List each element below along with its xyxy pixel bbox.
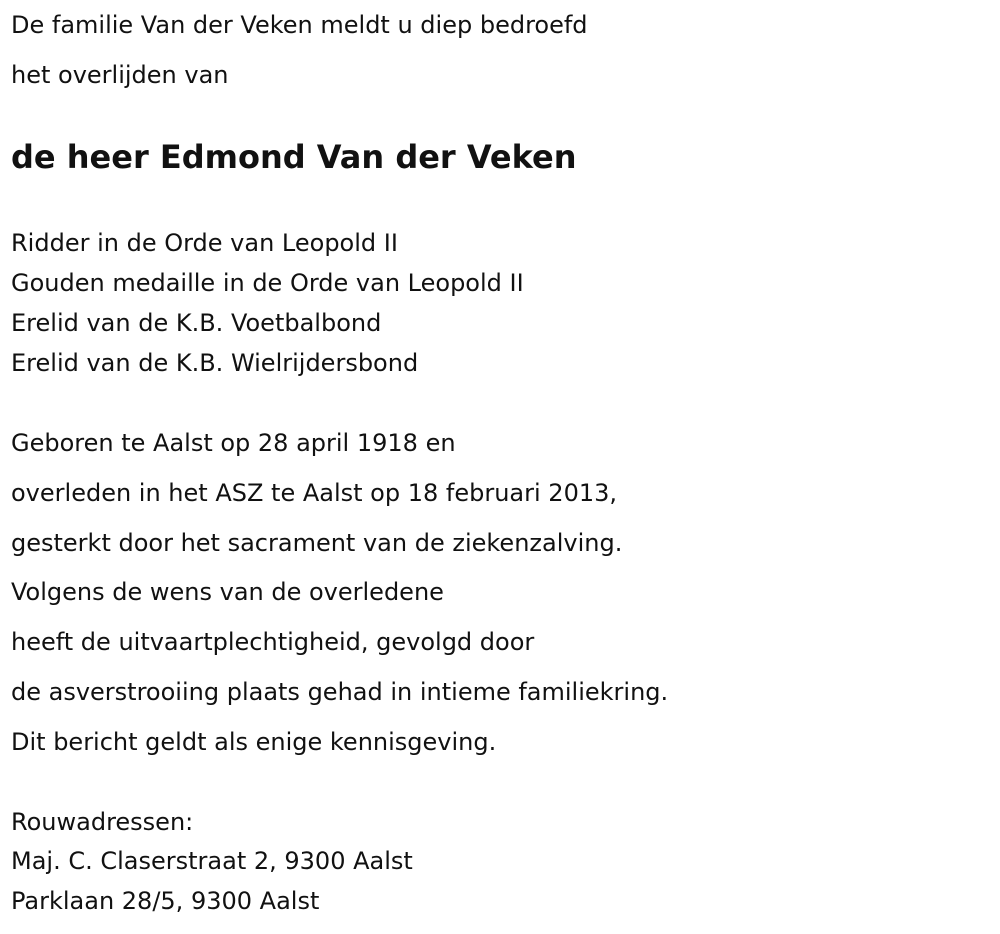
body-line: gesterkt door het sacrament van de ziekenzalving. <box>11 529 623 557</box>
address-line: Parklaan 28/5, 9300 Aalst <box>11 887 320 915</box>
honor-line: Gouden medaille in de Orde van Leopold II <box>11 269 524 297</box>
addresses-label: Rouwadressen: <box>11 808 194 836</box>
honor-line: Erelid van de K.B. Voetbalbond <box>11 309 382 337</box>
honor-line: Erelid van de K.B. Wielrijdersbond <box>11 349 419 377</box>
body-line: Volgens de wens van de overledene <box>11 578 444 606</box>
intro-line: De familie Van der Veken meldt u diep bedroefd <box>11 11 588 39</box>
body-line: Geboren te Aalst op 28 april 1918 en <box>11 429 456 457</box>
deceased-name: de heer Edmond Van der Veken <box>11 138 577 176</box>
body-line: overleden in het ASZ te Aalst op 18 februari 2013, <box>11 479 617 507</box>
intro-line: het overlijden van <box>11 61 229 89</box>
body-line: de asverstrooiing plaats gehad in intieme familiekring. <box>11 678 669 706</box>
body-line: Dit bericht geldt als enige kennisgeving. <box>11 728 497 756</box>
body-line: heeft de uitvaartplechtigheid, gevolgd door <box>11 628 535 656</box>
honor-line: Ridder in de Orde van Leopold II <box>11 229 398 257</box>
address-line: Maj. C. Claserstraat 2, 9300 Aalst <box>11 847 413 875</box>
